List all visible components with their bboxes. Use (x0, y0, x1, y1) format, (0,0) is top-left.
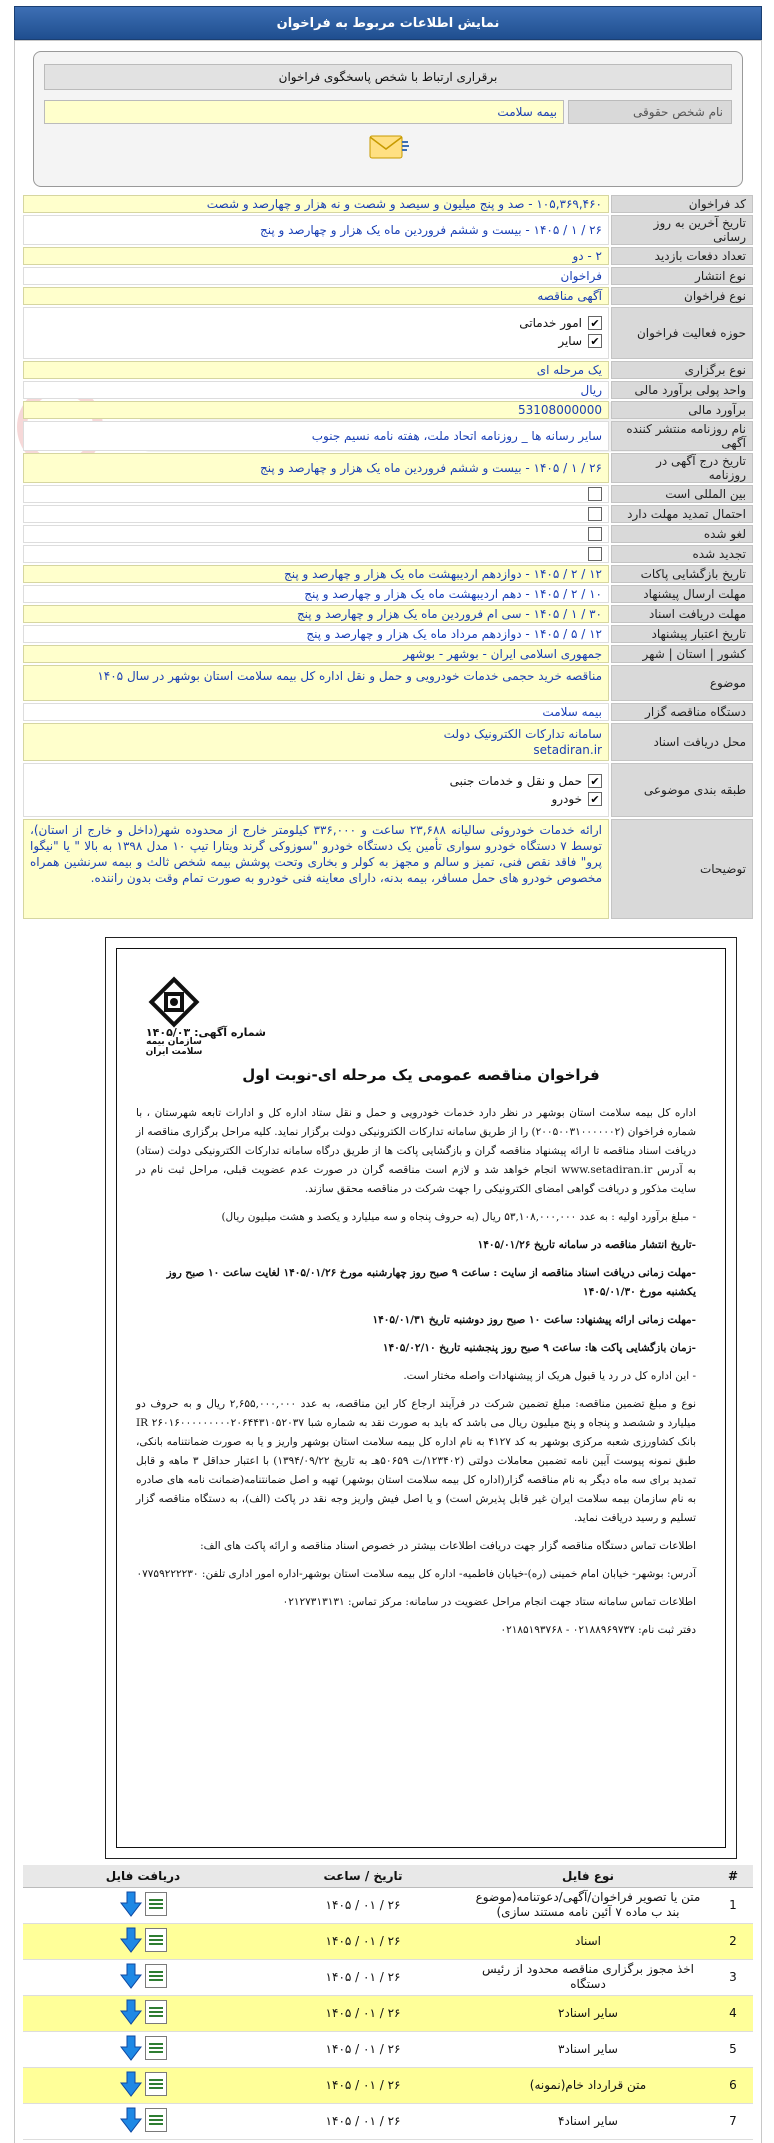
activity-values (23, 307, 609, 359)
flag-value (23, 505, 609, 523)
field-row (23, 605, 753, 623)
category-values (23, 763, 609, 817)
notice-paragraph: -تاریخ انتشار مناقصه در سامانه تاریخ ۱۴۰۵/۰۱/۲۶ (477, 1239, 696, 1251)
notice-logo (134, 972, 214, 1057)
file-download-cell (23, 1887, 263, 1923)
notice-paragraph: -زمان بازگشایی پاکت ها: ساعت ۹ صبح روز پنجشنبه تاریخ ۱۴۰۵/۰۲/۱۰ (382, 1342, 696, 1354)
file-date: ۲۶ / ۰۱ / ۱۴۰۵ (263, 1887, 463, 1923)
checkbox[interactable] (588, 547, 602, 561)
checkbox-label: امور خدماتی (519, 316, 582, 330)
file-download-cell (23, 1959, 263, 1995)
field-label: نوع فراخوان (611, 287, 753, 305)
contact-title: برقراری ارتباط با شخص پاسخگوی فراخوان (44, 64, 732, 90)
file-num: 7 (713, 2103, 753, 2139)
field-label: تجدید شده (611, 545, 753, 563)
flag-value (23, 525, 609, 543)
field-value: ۱۲ / ۲ / ۱۴۰۵ - دوازدهم اردیبهشت ماه یک هزار و چهارصد و پنج (23, 565, 609, 583)
notice-paragraph: دفتر ثبت نام: ۰۲۱۸۸۹۶۹۷۳۷ - ۰۲۱۸۵۱۹۳۷۶۸ (500, 1624, 696, 1636)
field-value: آگهی مناقصه (23, 287, 609, 305)
file-download-cell (23, 2103, 263, 2139)
field-row (23, 215, 753, 245)
download-arrow-icon[interactable] (120, 1999, 142, 2025)
field-row (23, 267, 753, 285)
files-header-row (23, 1865, 753, 1887)
file-download-cell (23, 2067, 263, 2103)
subject-value: مناقصه خرید حجمی خدمات خودرویی و حمل و نقل اداره کل بیمه سلامت استان بوشهر در سال ۱۴۰۵ (23, 665, 609, 701)
field-label: توضیحات (611, 819, 753, 919)
download-arrow-icon[interactable] (120, 1963, 142, 1989)
notice-paragraph: اطلاعات تماس سامانه ستاد جهت انجام مراحل عضویت در سامانه: مرکز تماس: ۰۲۱۲۷۳۱۳۱۳۱ (282, 1596, 696, 1608)
file-row (23, 1887, 753, 1923)
file-download-cell (23, 1995, 263, 2031)
files-header-date: تاریخ / ساعت (263, 1865, 463, 1887)
checkbox[interactable] (588, 487, 602, 501)
notice-body (136, 1104, 696, 1649)
field-label: تاریخ آخرین به روز رسانی (611, 215, 753, 245)
flag-row (23, 505, 753, 523)
notice-heading: فراخوان مناقصه عمومی یک مرحله ای-نوبت اول (242, 1066, 600, 1084)
field-label: حوزه فعالیت فراخوان (611, 307, 753, 359)
file-download-cell (23, 1923, 263, 1959)
contact-value: بیمه سلامت (44, 100, 564, 124)
field-value: ۱۰۵,۳۶۹,۴۶۰ - صد و پنج میلیون و سیصد و شصت و نه هزار و چهارصد و شصت (23, 195, 609, 213)
file-row (23, 1959, 753, 1995)
file-name: اخذ مجوز برگزاری مناقصه محدود از رئیس دستگاه (463, 1959, 713, 1995)
checkbox-label: خودرو (551, 792, 582, 806)
field-value: ۱۲ / ۵ / ۱۴۰۵ - دوازدهم مرداد ماه یک هزار و چهارصد و پنج (23, 625, 609, 643)
file-num: 2 (713, 1923, 753, 1959)
file-num: 6 (713, 2067, 753, 2103)
checkbox-item (30, 772, 602, 790)
contact-box (33, 51, 743, 187)
field-value: فراخوان (23, 267, 609, 285)
file-num: 3 (713, 1959, 753, 1995)
checkbox[interactable] (588, 527, 602, 541)
file-row (23, 1995, 753, 2031)
view-file-icon[interactable] (145, 1892, 167, 1916)
organizer-value: بیمه سلامت (23, 703, 609, 721)
field-row (23, 453, 753, 483)
file-row (23, 2031, 753, 2067)
download-arrow-icon[interactable] (120, 2035, 142, 2061)
field-value: جمهوری اسلامی ایران - بوشهر - بوشهر (23, 645, 609, 663)
field-label: مهلت دریافت اسناد (611, 605, 753, 623)
view-file-icon[interactable] (145, 2000, 167, 2024)
notice-paragraph: اطلاعات تماس دستگاه مناقصه گزار جهت دریافت اطلاعات بیشتر در خصوص اسناد مناقصه و ارائه پاکت های الف: (200, 1540, 696, 1552)
field-row (23, 361, 753, 379)
notice-paragraph: -مهلت زمانی ارائه پیشنهاد: ساعت ۱۰ صبح روز دوشنبه تاریخ ۱۴۰۵/۰۱/۳۱ (372, 1314, 696, 1326)
notice-paragraph: اداره کل بیمه سلامت استان بوشهر در نظر دارد خدمات خودرویی و حمل و نقل ستاد اداره کل و ادارات تابعه شهرستان ، با شماره فراخوان (۲۰۰۵۰۰۳۱۰۰۰۰۰۰۲) را از طریق سامانه تدارکات الکترونیکی دولت برگزار نماید. کلیه مراحل برگزاری مناقصه از دریافت اسناد مناقصه تا ارائه پیشنهاد مناقصه گران و بازگشایی پاکت ها از طریق درگاه سامانه تدارکات الکترونیکی دولت (ستاد) به آدرس www.setadiran.ir انجام خواهد شد و لازم است مناقصه گران در صورت عدم عضویت قبلی، مراحل ثبت نام در سایت مذکور و دریافت گواهی امضای الکترونیکی را جهت شرکت در مناقصه محقق سازند. (136, 1107, 696, 1195)
field-value: ۱۰ / ۲ / ۱۴۰۵ - دهم اردیبهشت ماه یک هزار و چهارصد و پنج (23, 585, 609, 603)
file-date: ۲۶ / ۰۱ / ۱۴۰۵ (263, 2067, 463, 2103)
files-header-num: # (713, 1865, 753, 1887)
download-arrow-icon[interactable] (120, 2107, 142, 2133)
file-date: ۲۶ / ۰۱ / ۱۴۰۵ (263, 1959, 463, 1995)
field-row (23, 287, 753, 305)
field-value: سایر رسانه ها _ روزنامه اتحاد ملت، هفته نامه نسیم جنوب (23, 421, 609, 451)
flag-row (23, 485, 753, 503)
flag-row (23, 545, 753, 563)
content-frame (14, 40, 762, 2143)
field-value: ۲۶ / ۱ / ۱۴۰۵ - بیست و ششم فروردین ماه یک هزار و چهارصد و پنج (23, 453, 609, 483)
file-name: اسناد (463, 1923, 713, 1959)
file-row (23, 1923, 753, 1959)
field-label: کشور | استان | شهر (611, 645, 753, 663)
field-row (23, 625, 753, 643)
field-label: بین المللی است (611, 485, 753, 503)
file-date: ۲۶ / ۰۱ / ۱۴۰۵ (263, 1923, 463, 1959)
field-value: ریال (23, 381, 609, 399)
notice-image (105, 937, 737, 1859)
file-name: سایر اسناد۴ (463, 2103, 713, 2139)
checkbox[interactable]: ✔ (588, 792, 602, 806)
file-num: 1 (713, 1887, 753, 1923)
field-label: تعداد دفعات بازدید (611, 247, 753, 265)
field-label: دستگاه مناقصه گزار (611, 703, 753, 721)
file-name: سایر اسناد۲ (463, 1995, 713, 2031)
flag-row (23, 525, 753, 543)
category-row (23, 763, 753, 817)
file-download-cell (23, 2031, 263, 2067)
file-num: 4 (713, 1995, 753, 2031)
notice-paragraph: - این اداره کل در رد یا قبول هریک از پیشنهادات واصله مختار است. (403, 1370, 696, 1382)
checkbox-label: سایر (558, 334, 582, 348)
file-num: 5 (713, 2031, 753, 2067)
organizer-row (23, 703, 753, 721)
notice-paragraph: نوع و مبلغ تضمین مناقصه: مبلغ تضمین شرکت در فرآیند ارجاع کار این مناقصه، به عدد ۲,۶۵۵,۰۰۰,۰۰۰ ریال و به حروف دو میلیارد و ششصد و پنجاه و پنج میلیون ریال می باشد که باید به صورت نقد به شماره شبا IR ۲۶۰۱۶۰۰۰۰۰۰۰۰۰۲۰۶۴۴۳۱۰۵۲۰۳۷ بانک کشاورزی شعبه مرکزی بوشهر به کد ۴۱۲۷ به نام اداره کل بیمه سلامت استان بوشهر واریز و یا به صورت ضمانتنامه بانکی، طبق نمونه پیوست آیین نامه تضمین معاملات دولتی (۱۲۳۴۰۲/ت ۵۰۶۵۹هـ به تاریخ ۱۳۹۴/۰۹/۲۲) با اعتبار حداقل ۳ ماهه و قابل تمدید برای سه ماه دیگر به نام مناقصه گزار(اداره کل بیمه سلامت استان بوشهر) تهیه و اصل ضمانتنامه(ضمانت نامه های صادره به نام سازمان بیمه سلامت ایران غیر قابل پذیرش است) و یا اصل فیش واریز وجه نقد در پاکت (الف)، به دستگاه مناقصه گزار تسلیم و رسید دریافت نماید. (136, 1398, 697, 1524)
field-label: مهلت ارسال پیشنهاد (611, 585, 753, 603)
field-label: واحد پولی برآورد مالی (611, 381, 753, 399)
subject-row (23, 665, 753, 701)
field-label: برآورد مالی (611, 401, 753, 419)
insurance-logo-icon (144, 972, 204, 1032)
description-row (23, 819, 753, 919)
field-label: محل دریافت اسناد (611, 723, 753, 761)
page-title: نمایش اطلاعات مربوط به فراخوان (14, 6, 762, 40)
file-row (23, 2067, 753, 2103)
field-value: ۲ - دو (23, 247, 609, 265)
field-label: نوع انتشار (611, 267, 753, 285)
notice-paragraph: -مهلت زمانی دریافت اسناد مناقصه از سایت : ساعت ۹ صبح روز چهارشنبه مورخ ۱۴۰۵/۰۱/۲۶ لغایت ساعت ۱۰ صبح روز یکشنبه مورخ ۱۴۰۵/۰۱/۳۰ (166, 1267, 696, 1298)
download-arrow-icon[interactable] (120, 2071, 142, 2097)
checkbox[interactable]: ✔ (588, 334, 602, 348)
file-row (23, 2103, 753, 2139)
field-row (23, 585, 753, 603)
checkbox-item (30, 332, 602, 350)
checkbox-item (30, 314, 602, 332)
field-value: ۳۰ / ۱ / ۱۴۰۵ - سی ام فروردین ماه یک هزار و چهارصد و پنج (23, 605, 609, 623)
activity-row (23, 307, 753, 359)
files-header-download: دریافت فایل (23, 1865, 263, 1887)
files-header-name: نوع فایل (463, 1865, 713, 1887)
file-name: متن قرارداد خام(نمونه) (463, 2067, 713, 2103)
file-date: ۲۶ / ۰۱ / ۱۴۰۵ (263, 2103, 463, 2139)
field-value: یک مرحله ای (23, 361, 609, 379)
field-row (23, 381, 753, 399)
field-label: احتمال تمدید مهلت دارد (611, 505, 753, 523)
view-file-icon[interactable] (145, 2072, 167, 2096)
flag-value (23, 545, 609, 563)
file-name: متن یا تصویر فراخوان/آگهی/دعوتنامه(موضوع بند ب ماده ۷ آئین نامه مستند سازی) (463, 1887, 713, 1923)
file-name: سایر اسناد۳ (463, 2031, 713, 2067)
view-file-icon[interactable] (145, 1928, 167, 1952)
docs-place-link[interactable]: setadiran.ir (533, 743, 602, 757)
view-file-icon[interactable] (145, 2036, 167, 2060)
field-label: نوع برگزاری (611, 361, 753, 379)
field-row (23, 247, 753, 265)
field-row (23, 401, 753, 419)
file-date: ۲۶ / ۰۱ / ۱۴۰۵ (263, 2031, 463, 2067)
notice-paragraph: - مبلغ برآورد اولیه : به عدد ۵۳,۱۰۸,۰۰۰,۰۰۰ ریال (به حروف پنجاه و سه میلیارد و یکصد و هشت میلیون ریال) (221, 1211, 696, 1223)
field-row (23, 421, 753, 451)
docs-place-row (23, 723, 753, 761)
mail-icon[interactable] (366, 130, 410, 162)
download-arrow-icon[interactable] (120, 1891, 142, 1917)
description-value: ارائه خدمات خودروئی سالیانه ۲۳,۶۸۸ ساعت و ۳۳۶,۰۰۰ کیلومتر خارج از محدوده شهر(داخل و خارج از استان)، توسط ۷ دستگاه خودرو سواری تأمین یک دستگاه خودرو "سوزوکی گرند ویتارا تیپ ۱۰ مدل ۱۳۹۸ به بالا " یا "نیگوا پرو" فاقد نقص فنی، تمیز و سالم و مجهز به کولر و بخاری وتحت پوشش بیمه شخص ثالث و بیمه سرنشین همراه مخصوص خودرو های حمل مسافر، بیمه بدنه، دارای معاینه فنی خودرو به صورت تمام وقت بدون راننده. (23, 819, 609, 919)
download-arrow-icon[interactable] (120, 1927, 142, 1953)
flag-value (23, 485, 609, 503)
field-row (23, 195, 753, 213)
field-row (23, 645, 753, 663)
field-label: تاریخ اعتبار پیشنهاد (611, 625, 753, 643)
notice-number: شماره آگهی: ۱۴۰۵/۰۳ (145, 1026, 266, 1039)
notice-paragraph: آدرس: بوشهر- خیابان امام خمینی (ره)-خیابان فاطمیه- اداره کل بیمه سلامت استان بوشهر-اداره امور اداری تلفن: ۰۷۷۵۹۲۲۲۲۳۰ (136, 1568, 696, 1580)
view-file-icon[interactable] (145, 2108, 167, 2132)
checkbox-item (30, 790, 602, 808)
checkbox[interactable]: ✔ (588, 316, 602, 330)
field-label: لغو شده (611, 525, 753, 543)
field-label: طبقه بندی موضوعی (611, 763, 753, 817)
contact-row (44, 100, 732, 124)
field-label: نام روزنامه منتشر کننده آگهی (611, 421, 753, 451)
field-label: تاریخ بازگشایی پاکات (611, 565, 753, 583)
checkbox[interactable] (588, 507, 602, 521)
view-file-icon[interactable] (145, 1964, 167, 1988)
file-date: ۲۶ / ۰۱ / ۱۴۰۵ (263, 1995, 463, 2031)
docs-place-value (23, 723, 609, 761)
field-label: تاریخ درج آگهی در روزنامه (611, 453, 753, 483)
field-value: 53108000000 (23, 401, 609, 419)
docs-place-line1: سامانه تدارکات الکترونیک دولت (443, 727, 602, 741)
notice-logo-text: سازمان بیمه سلامت ایران (145, 1037, 203, 1057)
field-label: کد فراخوان (611, 195, 753, 213)
checkbox[interactable]: ✔ (588, 774, 602, 788)
files-table (23, 1865, 753, 2140)
field-label: موضوع (611, 665, 753, 701)
field-value: ۲۶ / ۱ / ۱۴۰۵ - بیست و ششم فروردین ماه یک هزار و چهارصد و پنج (23, 215, 609, 245)
info-table (23, 195, 753, 919)
page-container (14, 6, 762, 2143)
contact-label: نام شخص حقوقی (568, 100, 732, 124)
checkbox-label: حمل و نقل و خدمات جنبی (449, 774, 582, 788)
field-row (23, 565, 753, 583)
